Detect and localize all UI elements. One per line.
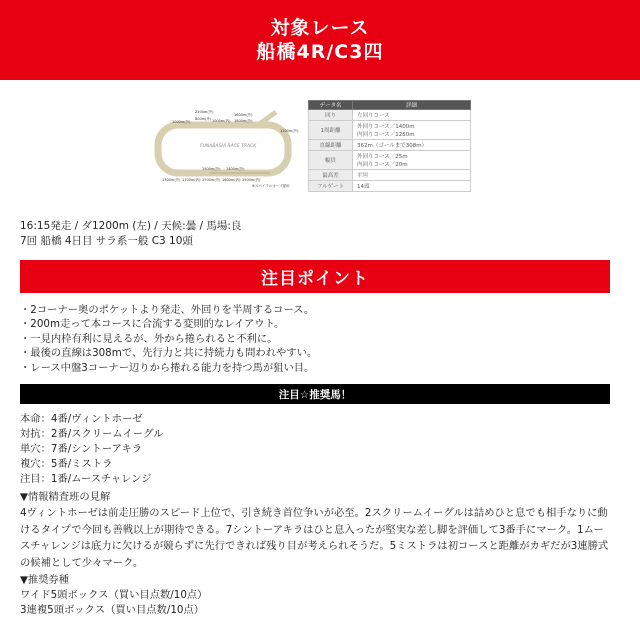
map-label: 1700m(外) — [202, 178, 221, 182]
map-label: 1500m(外) — [202, 167, 221, 171]
table-value: 14頭 — [353, 181, 471, 192]
header-title: 対象レース — [270, 17, 370, 39]
table-header-row — [309, 101, 471, 110]
table-header: データ名 — [309, 101, 353, 110]
points-list — [20, 303, 317, 375]
pick-banner: 注目☆推奨馬！ — [20, 384, 610, 404]
list-item: ・最後の直線は308mで、先行力と共に持続力も問われやすい。 — [20, 347, 318, 360]
list-item: ・2コーナー奥のポケットより発走、外回りを半周するコース。 — [20, 304, 315, 316]
table-key: 最高差 — [309, 170, 353, 181]
table-row — [309, 140, 471, 151]
map-label: 1300m(外) — [162, 178, 181, 182]
table-row — [309, 110, 471, 121]
map-label: 1000m(内) — [212, 119, 231, 123]
table-row — [309, 181, 471, 192]
map-footnote: ※スパイラルカーブ採用 — [252, 184, 290, 188]
map-label: 1700m(内) — [182, 178, 201, 182]
table-header: 詳細 — [353, 101, 471, 110]
map-label: 1600m(外) — [234, 113, 253, 117]
course-map — [150, 103, 300, 190]
map-label: 2200m(外) — [195, 110, 214, 114]
highlight-banner: 注目ポイント — [20, 260, 610, 293]
table-value — [353, 151, 471, 170]
list-item: 対抗：2番/スクリームイーグル — [20, 428, 164, 440]
table-row — [309, 170, 471, 181]
map-label: 1600m(内) — [222, 178, 241, 182]
list-item: 本命：4番/ヴィントホーゼ — [20, 413, 143, 425]
recommend-heading: ▼推奨券種 — [20, 574, 70, 586]
map-label: 1500m(内) — [242, 178, 261, 182]
map-label: 1400m(外) — [226, 167, 245, 171]
list-item: ワイド5頭ボックス（買い目点数/10点） — [20, 589, 208, 601]
race-conditions: 16:15発走 / ダ1200m (左) / 天候:曇 / 馬場:良 — [20, 220, 242, 232]
analysis-body: 4ヴィントホーゼは前走圧勝のスピード上位で、引き続き首位争いが必至。2スクリームイーグルは詰めひと息でも相手なりに動けるタイプで今回も善戦以上が期待できる。7シントーアキラはひと息入ったが堅実な差し脚を評価して3番手にマーク。1ムースチャレンジは底力に欠けるが競らずに先行できれば残り目が考えられそうだ。5ミストラは初コースと距離がカギだが3連勝式の候補として少々マーク。 — [20, 507, 609, 569]
list-item: ・レース中盤3コーナー辺りから捲れる能力を持つ馬が狙い目。 — [20, 361, 315, 374]
map-label: 1200m(外) — [280, 129, 299, 133]
list-item: ・200m走って本コースに合流する変則的なレイアウト。 — [20, 318, 285, 331]
table-value: 左回りコース — [353, 110, 471, 121]
table-value-line: 内回りコース／1250m — [357, 132, 415, 138]
analysis-heading: ▼情報精査班の見解 — [20, 491, 111, 503]
tickets-list — [20, 588, 207, 618]
race-name: 船橋4R/C3四 — [256, 41, 384, 63]
table-value-line: 外回りコース／1400m — [357, 124, 415, 130]
course-info-table — [308, 100, 471, 192]
table-row — [309, 121, 471, 140]
list-item: 3連複5頭ボックス（買い目点数/10点） — [20, 604, 205, 616]
table-value — [353, 121, 471, 140]
list-item: ・一見内枠有利に見えるが、外から捲られると不利に。 — [20, 332, 278, 345]
table-key: 幅員 — [309, 151, 353, 170]
table-key: 直線距離 — [309, 140, 353, 151]
table-key: 回り — [309, 110, 353, 121]
map-label: 800m(外) — [195, 117, 212, 121]
map-label: 1000m(外) — [172, 120, 191, 124]
table-value-line: 外回りコース／25m — [357, 154, 408, 160]
table-row — [309, 151, 471, 170]
map-label: 1800m(外) — [234, 119, 253, 123]
list-item: 単穴：7番/シントーアキラ — [20, 443, 143, 455]
table-value-line: 内回りコース／20m — [357, 162, 408, 168]
table-key: フルゲート — [309, 181, 353, 192]
picks-list — [20, 412, 163, 487]
race-meeting: 7回 船橋 4日目 サラ系一般 C3 10頭 — [20, 235, 193, 247]
race-info — [20, 219, 241, 249]
header-banner — [0, 0, 640, 80]
list-item: 複穴：5番/ミストラ — [20, 458, 113, 470]
table-value: 平坦 — [353, 170, 471, 181]
table-key: 1周距離 — [309, 121, 353, 140]
table-value: 362m（ゴールまで308m） — [353, 140, 471, 151]
list-item: 注目：1番/ムースチャレンジ — [20, 473, 152, 485]
track-name: FUNABASHI RACE TRACK — [200, 144, 257, 149]
